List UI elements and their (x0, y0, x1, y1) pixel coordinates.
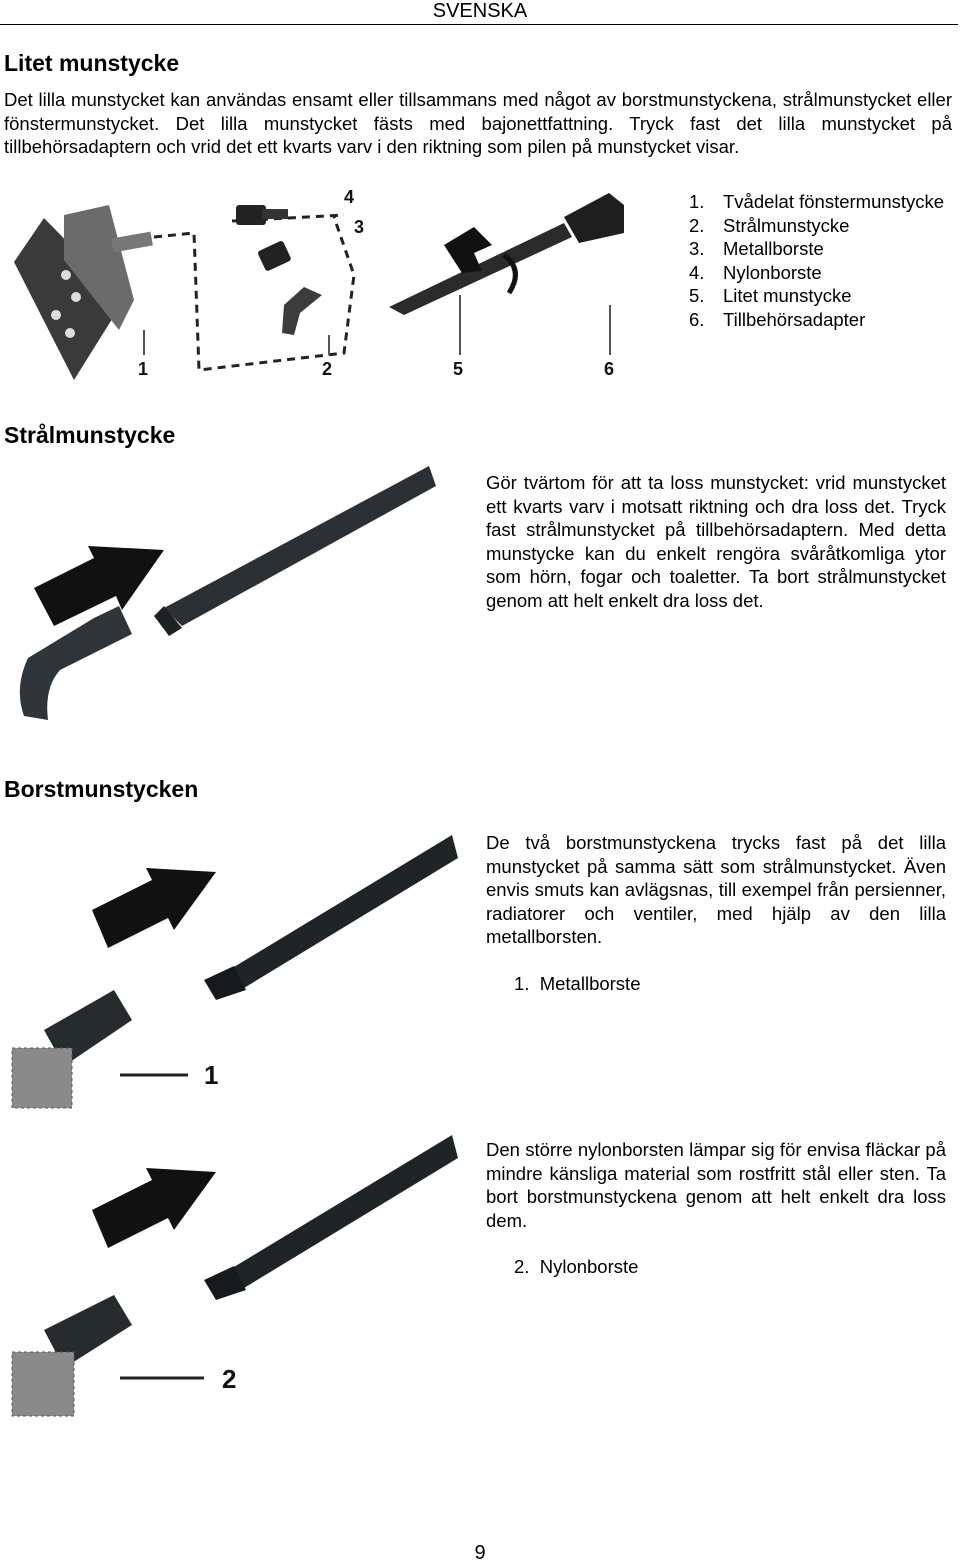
section-title-stralmunstycke: Strålmunstycke (4, 422, 176, 448)
section-title-litet-munstycke: Litet munstycke (4, 50, 180, 76)
figure-label-2: 2 (322, 359, 333, 379)
metal-brush-figure (4, 830, 464, 1120)
parts-list-item: 3. Metallborste (689, 238, 824, 259)
parts-list-item: 5. Litet munstycke (689, 285, 852, 306)
section3-body1: De två borstmunstyckena trycks fast på det lilla munstycket på samma sätt som strålmunstycket. Även envis smuts kan avlägsnas, till exempel från persienner, radiatorer och ventiler, med hjälp av den lilla metallborsten. (486, 832, 946, 947)
brush-parts-image (236, 205, 322, 335)
language-header: SVENSKA (432, 0, 528, 22)
parts-list (689, 190, 949, 331)
parts-list-item: 1. Tvådelat fönstermunstycke (689, 191, 945, 212)
nylon-brush-caption: 2. Nylonborste (514, 1256, 639, 1277)
nylon-brush-figure (4, 1130, 464, 1430)
figure-label-5: 5 (453, 359, 464, 379)
figure-label-6: 6 (604, 359, 615, 379)
jet-nozzle-figure (4, 458, 464, 728)
parts-list-item: 2. Strålmunstycke (689, 214, 850, 236)
figure-label-3: 3 (354, 217, 365, 237)
metal-brush-caption: 1. Metallborste (514, 973, 641, 994)
section1-body: Det lilla munstycket kan användas ensamt eller tillsammans med något av borstmunstyckena, strålmunstycket eller fönstermunstycket. Det lilla munstycket fästs med bajonettfattning. Tryck fast det lilla munstycket på tillbehörsadaptern och vrid det ett kvarts varv i den riktning som pilen på munstycket visar. (4, 89, 952, 157)
accessory-overview-figure (4, 175, 644, 385)
window-nozzle-image (14, 205, 153, 380)
section3-body2: Den större nylonborsten lämpar sig för envisa fläckar på mindre känsliga material som rostfritt stål eller sten. Ta bort borstmunstyckena genom att helt enkelt dra loss dem. (486, 1139, 946, 1231)
figure-label-1: 1 (138, 359, 149, 379)
arrow-icon (34, 546, 164, 626)
header-rule (0, 24, 958, 25)
page-number: 9 (474, 1542, 486, 1564)
parts-list-item: 6. Tillbehörsadapter (689, 308, 866, 330)
arrow-icon (92, 1168, 216, 1248)
parts-list-item: 4. Nylonborste (689, 261, 822, 283)
figure-label-metal-brush: 1 (204, 1060, 219, 1090)
section-title-borstmunstycken: Borstmunstycken (4, 776, 199, 802)
section2-body: Gör tvärtom för att ta loss munstycket: vrid munstycket ett kvarts varv i motsatt riktning och dra loss det. Tryck fast strålmunstycket på tillbehörsadaptern. Med detta munstycke kan du enkelt rengöra svåråtkomliga ytor som hörn, fogar och toaletter. Ta bort strålmunstycket genom att helt enkelt dra loss det. (486, 472, 946, 611)
arrow-icon (92, 868, 216, 948)
figure-label-nylon-brush: 2 (222, 1364, 237, 1394)
nozzle-adapter-image (389, 193, 624, 315)
figure-label-4: 4 (344, 187, 355, 207)
